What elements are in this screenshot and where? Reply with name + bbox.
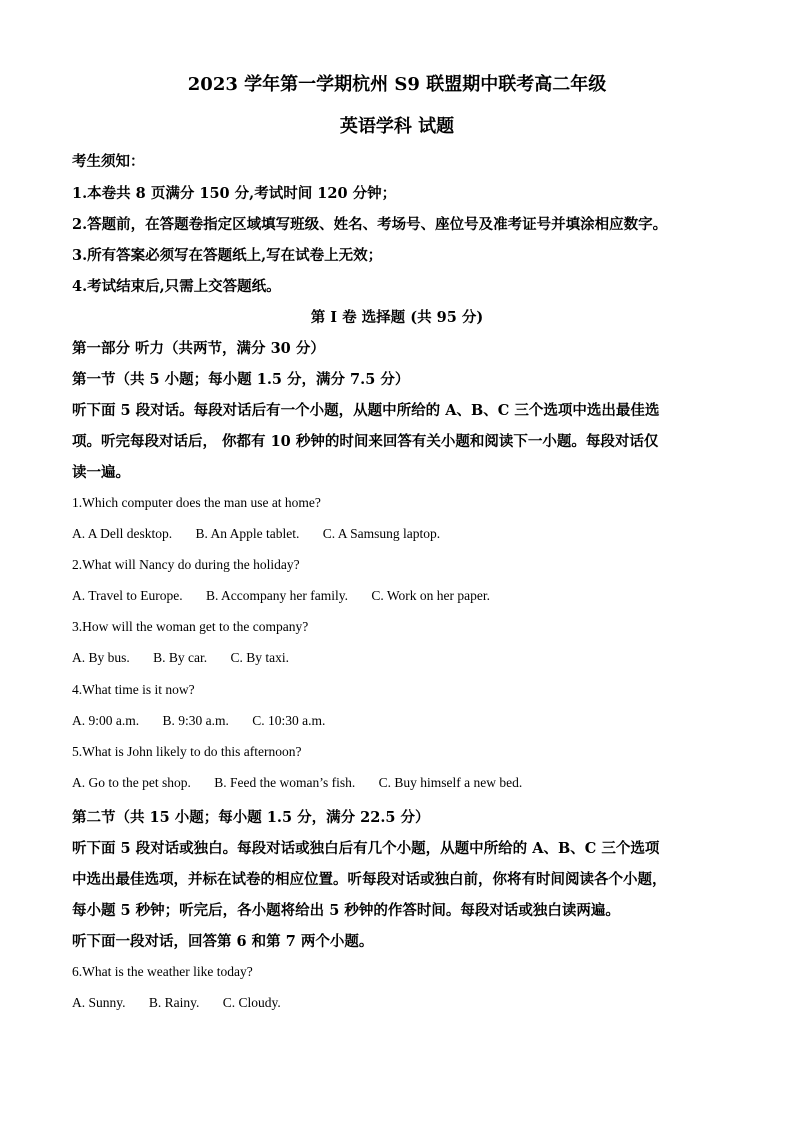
question-4-option-c: C. 10:30 a.m. <box>252 713 326 728</box>
notice-item-1: 1.本卷共 8 页满分 150 分,考试时间 120 分钟； <box>72 185 397 202</box>
question-2-option-b: B. Accompany her family. <box>206 588 348 603</box>
question-5-options <box>72 775 542 791</box>
part1-heading: 第一部分 听力（共两节，满分 30 分） <box>72 340 325 357</box>
section-title: 第 I 卷 选择题 (共 95 分) <box>310 309 484 326</box>
question-3-option-a: A. By bus. <box>72 650 130 665</box>
question-3-option-c: C. By taxi. <box>230 650 290 665</box>
question-4-options <box>72 713 345 729</box>
exam-subtitle: 英语学科 试题 <box>339 116 455 137</box>
question-4-option-b: B. 9:30 a.m. <box>162 713 229 728</box>
question-6-option-b: B. Rainy. <box>148 995 200 1010</box>
question-3-options <box>72 650 309 666</box>
question-1-option-a: A. A Dell desktop. <box>72 526 173 541</box>
question-1-option-c: C. A Samsung laptop. <box>322 526 441 541</box>
notice-item-3: 3.所有答案必须写在答题纸上,写在试卷上无效； <box>72 247 383 264</box>
section1-heading: 第一节（共 5 小题；每小题 1.5 分，满分 7.5 分） <box>72 371 410 388</box>
question-2-option-c: C. Work on her paper. <box>371 588 490 603</box>
section1-instruction-1: 听下面 5 段对话。每段对话后有一个小题，从题中所给的 A、B、C 三个选项中选出最佳选 <box>72 402 660 419</box>
section2-heading: 第二节（共 15 小题；每小题 1.5 分，满分 22.5 分） <box>72 809 430 826</box>
question-5-option-b: B. Feed the woman’s fish. <box>214 775 356 790</box>
section1-instruction-3: 读一遍。 <box>72 464 130 481</box>
question-4-stem: 4.What time is it now? <box>72 682 195 697</box>
question-5-option-a: A. Go to the pet shop. <box>72 775 191 790</box>
section2-instruction-1: 听下面 5 段对话或独白。每段对话或独白后有几个小题，从题中所给的 A、B、C 三个选项 <box>72 840 660 857</box>
notice-item-4: 4.考试结束后,只需上交答题纸。 <box>72 278 281 295</box>
question-3-stem: 3.How will the woman get to the company? <box>72 619 309 634</box>
section2-instruction-3: 每小题 5 秒钟；听完后，各小题将给出 5 秒钟的作答时间。每段对话或独白读两遍。 <box>72 902 620 919</box>
notice-item-2: 2.答题前，在答题卷指定区域填写班级、姓名、考场号、座位号及准考证号并填涂相应数字。 <box>72 216 668 233</box>
question-1-option-b: B. An Apple tablet. <box>195 526 300 541</box>
exam-title: 2023 学年第一学期杭州 S9 联盟期中联考高二年级 <box>187 74 607 95</box>
section2-instruction-2: 中选出最佳选项，并标在试卷的相应位置。听每段对话或独白前，你将有时间阅读各个小题， <box>72 871 667 888</box>
question-4-option-a: A. 9:00 a.m. <box>72 713 140 728</box>
question-3-option-b: B. By car. <box>153 650 208 665</box>
question-6-option-a: A. Sunny. <box>72 995 126 1010</box>
question-1-stem: 1.Which computer does the man use at home? <box>72 495 321 510</box>
question-6-option-c: C. Cloudy. <box>222 995 281 1010</box>
question-1-options <box>72 526 460 542</box>
question-6-options <box>72 995 301 1011</box>
notice-heading: 考生须知： <box>72 153 145 170</box>
question-2-option-a: A. Travel to Europe. <box>72 588 183 603</box>
question-5-stem: 5.What is John likely to do this afternoon? <box>72 744 302 759</box>
question-5-option-c: C. Buy himself a new bed. <box>378 775 523 790</box>
question-2-stem: 2.What will Nancy do during the holiday? <box>72 557 300 572</box>
section2-sub-instruction: 听下面一段对话，回答第 6 和第 7 两个小题。 <box>72 933 374 950</box>
section1-instruction-2: 项。听完每段对话后， 你都有 10 秒钟的时间来回答有关小题和阅读下一小题。每段对话仅 <box>72 433 659 450</box>
question-2-options <box>72 588 510 604</box>
question-6-stem: 6.What is the weather like today? <box>72 964 253 979</box>
